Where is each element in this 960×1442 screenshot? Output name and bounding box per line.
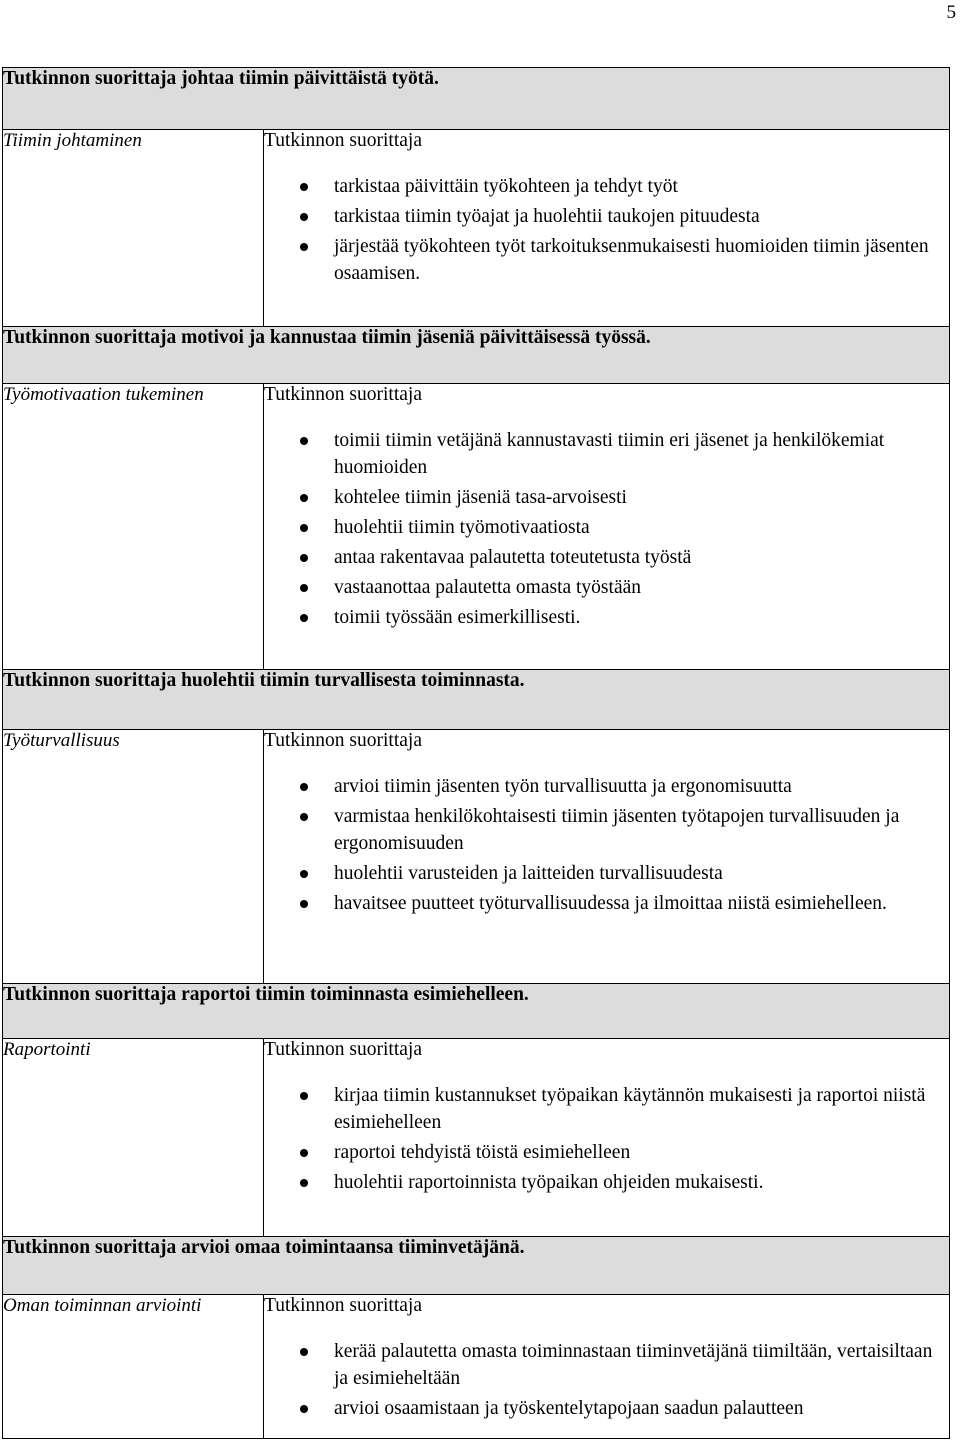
section-header-row: [3, 984, 950, 1039]
criteria-list: [264, 774, 949, 917]
criteria-item: toimii työssään esimerkillisesti.: [334, 605, 949, 632]
section-body-row: [3, 130, 950, 327]
criteria-item: huolehtii raportoinnista työpaikan ohjeiden mukaisesti.: [334, 1170, 949, 1197]
criteria-item: arvioi osaamistaan ja työskentelytapojaan saadun palautteen: [334, 1396, 949, 1423]
section-content: [264, 130, 950, 327]
section-label: Raportointi: [3, 1039, 264, 1237]
section-body-row: [3, 730, 950, 984]
criteria-item: tarkistaa tiimin työajat ja huolehtii taukojen pituudesta: [334, 204, 949, 231]
criteria-item: kirjaa tiimin kustannukset työpaikan käytännön mukaisesti ja raportoi niistä esimiehelleen: [334, 1083, 949, 1136]
criteria-item: antaa rakentavaa palautetta toteutetusta työstä: [334, 545, 949, 572]
criteria-list: [264, 1339, 949, 1422]
criteria-item: tarkistaa päivittäin työkohteen ja tehdyt työt: [334, 174, 949, 201]
section-label: Työturvallisuus: [3, 730, 264, 984]
criteria-item: raportoi tehdyistä töistä esimiehelleen: [334, 1140, 949, 1167]
section-intro: Tutkinnon suorittaja: [264, 1295, 422, 1316]
section-body-row: [3, 384, 950, 670]
section-header-row: [3, 327, 950, 384]
section-intro: Tutkinnon suorittaja: [264, 130, 422, 151]
criteria-item: huolehtii tiimin työmotivaatiosta: [334, 515, 949, 542]
section-label: Tiimin johtaminen: [3, 130, 264, 327]
section-content: [264, 730, 950, 984]
section-header: Tutkinnon suorittaja raportoi tiimin toiminnasta esimiehelleen.: [3, 984, 950, 1039]
criteria-item: vastaanottaa palautetta omasta työstään: [334, 575, 949, 602]
section-header: Tutkinnon suorittaja johtaa tiimin päivittäistä työtä.: [3, 68, 950, 130]
section-header-row: [3, 68, 950, 130]
criteria-item: huolehtii varusteiden ja laitteiden turvallisuudesta: [334, 861, 949, 888]
criteria-item: toimii tiimin vetäjänä kannustavasti tiimin eri jäsenet ja henkilökemiat huomioiden: [334, 428, 949, 481]
criteria-list: [264, 428, 949, 631]
criteria-item: kohtelee tiimin jäseniä tasa-arvoisesti: [334, 485, 949, 512]
section-label: Työmotivaation tukeminen: [3, 384, 264, 670]
section-label: Oman toiminnan arviointi: [3, 1295, 264, 1439]
section-content: [264, 384, 950, 670]
section-intro: Tutkinnon suorittaja: [264, 384, 422, 405]
criteria-item: järjestää työkohteen työt tarkoituksenmukaisesti huomioiden tiimin jäsenten osaamisen.: [334, 234, 949, 287]
competence-table: [2, 67, 950, 1439]
section-intro: Tutkinnon suorittaja: [264, 730, 422, 751]
criteria-item: havaitsee puutteet työturvallisuudessa ja ilmoittaa niistä esimiehelleen.: [334, 891, 949, 918]
section-header: Tutkinnon suorittaja arvioi omaa toimintaansa tiiminvetäjänä.: [3, 1237, 950, 1295]
section-body-row: [3, 1039, 950, 1237]
criteria-list: [264, 174, 949, 287]
criteria-item: arvioi tiimin jäsenten työn turvallisuutta ja ergonomisuutta: [334, 774, 949, 801]
criteria-list: [264, 1083, 949, 1196]
section-content: [264, 1295, 950, 1439]
section-header: Tutkinnon suorittaja huolehtii tiimin turvallisesta toiminnasta.: [3, 670, 950, 730]
section-header: Tutkinnon suorittaja motivoi ja kannustaa tiimin jäseniä päivittäisessä työssä.: [3, 327, 950, 384]
section-intro: Tutkinnon suorittaja: [264, 1039, 422, 1060]
section-content: [264, 1039, 950, 1237]
page-number: 5: [946, 2, 956, 23]
section-header-row: [3, 1237, 950, 1295]
section-body-row: [3, 1295, 950, 1439]
criteria-item: varmistaa henkilökohtaisesti tiimin jäsenten työtapojen turvallisuuden ja ergonomisuuden: [334, 804, 949, 857]
section-header-row: [3, 670, 950, 730]
criteria-item: kerää palautetta omasta toiminnastaan tiiminvetäjänä tiimiltään, vertaisiltaan ja esimieheltään: [334, 1339, 949, 1392]
